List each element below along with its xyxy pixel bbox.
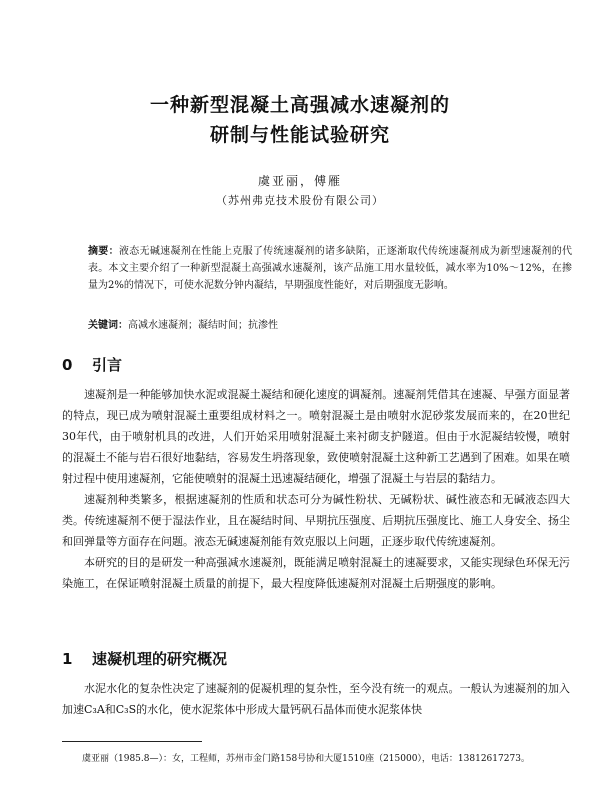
section-heading-introduction [62, 354, 122, 375]
paragraph: 本研究的目的是研发一种高强减水速凝剂，既能满足喷射混凝土的速凝要求，又能实现绿色环保无污染施工，在保证喷射混凝土质量的前提下，最大程度降低速凝剂对混凝土后期强度的影响。 [62, 556, 570, 590]
paragraph: 速凝剂是一种能够加快水泥或混凝土凝结和硬化速度的调凝剂。速凝剂凭借其在速凝、早强方面显著的特点，现已成为喷射混凝土重要组成材料之一。喷射混凝土是由喷射水泥砂浆发展而来的，在20世纪30年代，由于喷射机具的改进，人们开始采用喷射混凝土来衬砌支护隧道。但由于水泥凝结较慢，喷射的混凝土不能与岩石很好地黏结，容易发生坍落现象，致使喷射混凝土这种新工艺遇到了困难。如果在喷射过程中使用速凝剂，它能使喷射的混凝土迅速凝结硬化，增强了混凝土与岩层的黏结力。 [62, 388, 570, 485]
section-number: 1 [62, 650, 73, 668]
keywords-text: 高减水速凝剂；凝结时间；抗渗性 [128, 320, 278, 331]
authors: 虞亚丽，傅雁 [257, 174, 342, 188]
abstract-text: 液态无碱速凝剂在性能上克服了传统速凝剂的诸多缺陷，正逐渐取代传统速凝剂成为新型速凝剂的代表。本文主要介绍了一种新型混凝土高强减水速凝剂，该产品施工用水量较低，减水率为10%～12%，在掺量为2%的情况下，可使水泥数分钟内凝结，早期强度性能好，对后期强度无影响。 [88, 246, 573, 291]
footnote-divider [62, 741, 202, 742]
paragraph: 水泥水化的复杂性决定了速凝剂的促凝机理的复杂性，至今没有统一的观点。一般认为速凝剂的加入加速C₃A和C₃S的水化，使水泥浆体中形成大量钙矾石晶体而使水泥浆体快 [62, 682, 570, 716]
paper-title-line-1: 一种新型混凝土高强减水速凝剂的 [149, 94, 450, 116]
author-footnote: 虞亚丽（1985.8—）：女，工程师，苏州市金门路158号协和大厦1510座（215000），电话：13812617273。 [82, 754, 530, 764]
paragraph: 速凝剂种类繁多，根据速凝剂的性质和状态可分为碱性粉状、无碱粉状、碱性液态和无碱液态四大类。传统速凝剂不便于湿法作业，且在凝结时间、早期抗压强度、后期抗压强度比、施工人身安全、扬尘和回弹量等方面存在问题。液态无碱速凝剂能有效克服以上问题，正逐步取代传统速凝剂。 [62, 493, 570, 548]
section-heading-mechanism [62, 648, 227, 669]
keywords-label: 关键词： [88, 320, 128, 331]
section-number: 0 [62, 356, 73, 374]
section-body-mechanism [62, 678, 570, 720]
paper-title-line-2: 研制与性能试验研究 [209, 124, 390, 146]
section-title: 速凝机理的研究概况 [92, 650, 228, 668]
keywords [88, 318, 572, 334]
affiliation: （苏州弗克技术股份有限公司） [216, 194, 384, 207]
abstract [88, 243, 572, 294]
abstract-label: 摘要： [88, 246, 119, 257]
section-body-introduction [62, 384, 570, 594]
section-title: 引言 [92, 356, 123, 374]
